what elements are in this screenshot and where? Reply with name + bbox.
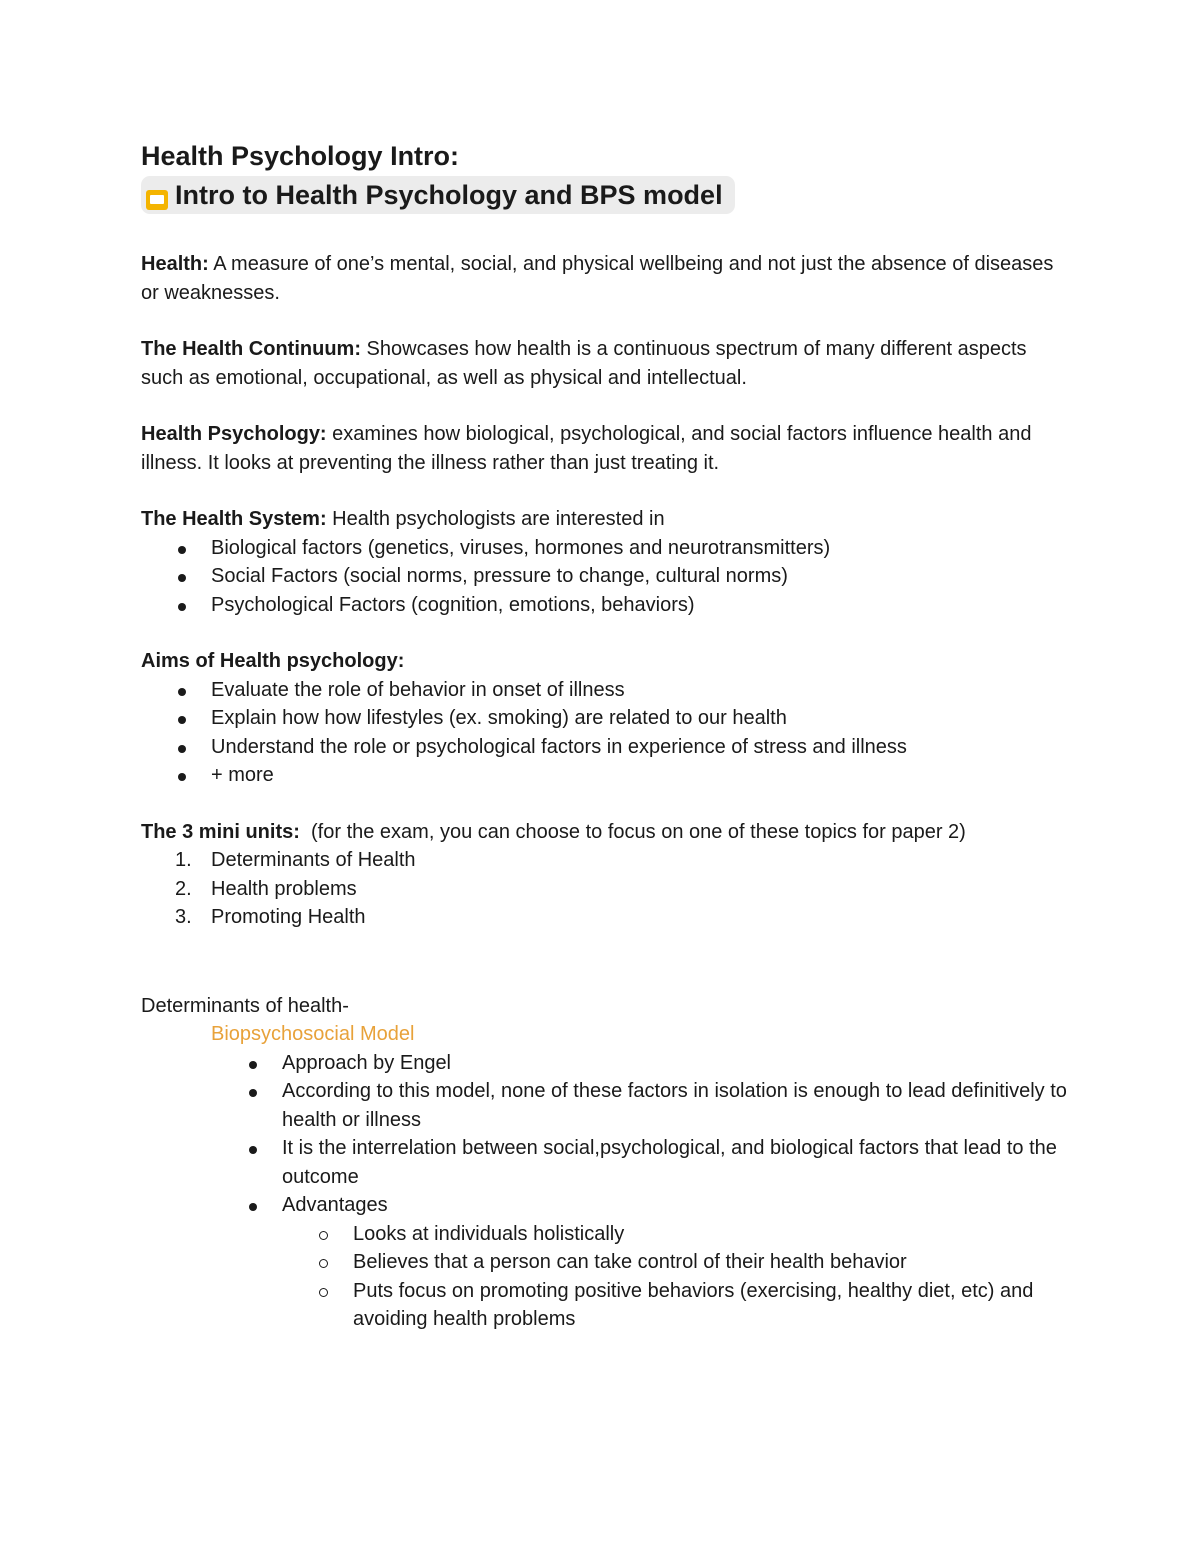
health-system-list: [141, 534, 1071, 620]
bullet-icon: [178, 603, 186, 611]
health-system-term: The Health System:: [141, 508, 327, 530]
bullet-icon: [178, 574, 186, 582]
health-system-section: [141, 505, 1071, 619]
health-psychology-term: Health Psychology:: [141, 423, 327, 445]
bullet-icon: [178, 688, 186, 696]
list-item: Evaluate the role of behavior in onset of illness: [141, 676, 1071, 705]
determinants-heading: Determinants of health-: [141, 994, 349, 1017]
health-psychology-definition: [141, 420, 1071, 477]
bullet-icon: [249, 1061, 257, 1069]
page-title: Health Psychology Intro:: [141, 141, 460, 171]
bullet-icon: [178, 773, 186, 781]
health-term: Health:: [141, 253, 209, 275]
hollow-bullet-icon: [319, 1288, 328, 1297]
list-number: 1.: [175, 849, 192, 871]
slides-link-label: Intro to Health Psychology and BPS model: [175, 180, 723, 210]
bullet-icon: [178, 716, 186, 724]
list-item: Psychological Factors (cognition, emotions, behaviors): [141, 591, 1071, 620]
document-body: [141, 138, 1071, 1334]
health-definition: [141, 250, 1071, 307]
bullet-icon: [249, 1089, 257, 1097]
mini-units-list: [141, 846, 1071, 932]
slides-icon: [145, 184, 169, 206]
aims-list: [141, 676, 1071, 790]
bullet-icon: [249, 1146, 257, 1154]
bps-list: [141, 1049, 1071, 1220]
continuum-term: The Health Continuum:: [141, 338, 361, 360]
list-item: Puts focus on promoting positive behaviors (exercising, healthy diet, etc) and avoiding health problems: [141, 1277, 1071, 1334]
aims-section: [141, 647, 1071, 790]
list-item: Approach by Engel: [141, 1049, 1071, 1078]
list-item: Looks at individuals holistically: [141, 1220, 1071, 1249]
health-text: A measure of one’s mental, social, and physical wellbeing and not just the absence of diseases or weaknesses.: [141, 253, 1054, 304]
bullet-icon: [178, 745, 186, 753]
continuum-text: Showcases how health is a continuous spectrum of many different aspects such as emotional, occupational, as well as physical and intellectual.: [141, 338, 1027, 389]
list-item: + more: [141, 761, 1071, 790]
continuum-definition: [141, 335, 1071, 392]
list-item: Explain how how lifestyles (ex. smoking) are related to our health: [141, 704, 1071, 733]
list-item: Biological factors (genetics, viruses, hormones and neurotransmitters): [141, 534, 1071, 563]
bullet-icon: [249, 1203, 257, 1211]
aims-term: Aims of Health psychology:: [141, 650, 405, 672]
list-number: 2.: [175, 877, 192, 900]
list-item: According to this model, none of these factors in isolation is enough to lead definitively to health or illness: [141, 1077, 1071, 1134]
bullet-icon: [178, 546, 186, 554]
hollow-bullet-icon: [319, 1231, 328, 1240]
health-system-text: Health psychologists are interested in: [326, 508, 665, 530]
mini-units-section: [141, 818, 1071, 932]
slides-link-chip[interactable]: [141, 176, 735, 214]
mini-units-term: The 3 mini units:: [141, 820, 300, 843]
hollow-bullet-icon: [319, 1259, 328, 1268]
list-item: Social Factors (social norms, pressure to change, cultural norms): [141, 562, 1071, 591]
determinants-section: [141, 992, 1071, 1334]
bps-model-title: Biopsychosocial Model: [211, 1023, 415, 1045]
list-item: It is the interrelation between social,psychological, and biological factors that lead to the outcome: [141, 1134, 1071, 1191]
health-psychology-text: examines how biological, psychological, and social factors influence health and illness. It looks at preventing the illness rather than just treating it.: [141, 423, 1032, 474]
list-number: 3.: [175, 906, 192, 928]
list-item: Believes that a person can take control of their health behavior: [141, 1248, 1071, 1277]
list-item: 1. Determinants of Health: [141, 846, 1071, 875]
list-item: 3. Promoting Health: [141, 903, 1071, 932]
advantages-list: [141, 1220, 1071, 1334]
list-item: Understand the role or psychological factors in experience of stress and illness: [141, 733, 1071, 762]
list-item: 2. Health problems: [141, 875, 1071, 904]
mini-units-text: (for the exam, you can choose to focus on one of these topics for paper 2): [299, 820, 966, 843]
list-item: Advantages: [141, 1191, 1071, 1220]
